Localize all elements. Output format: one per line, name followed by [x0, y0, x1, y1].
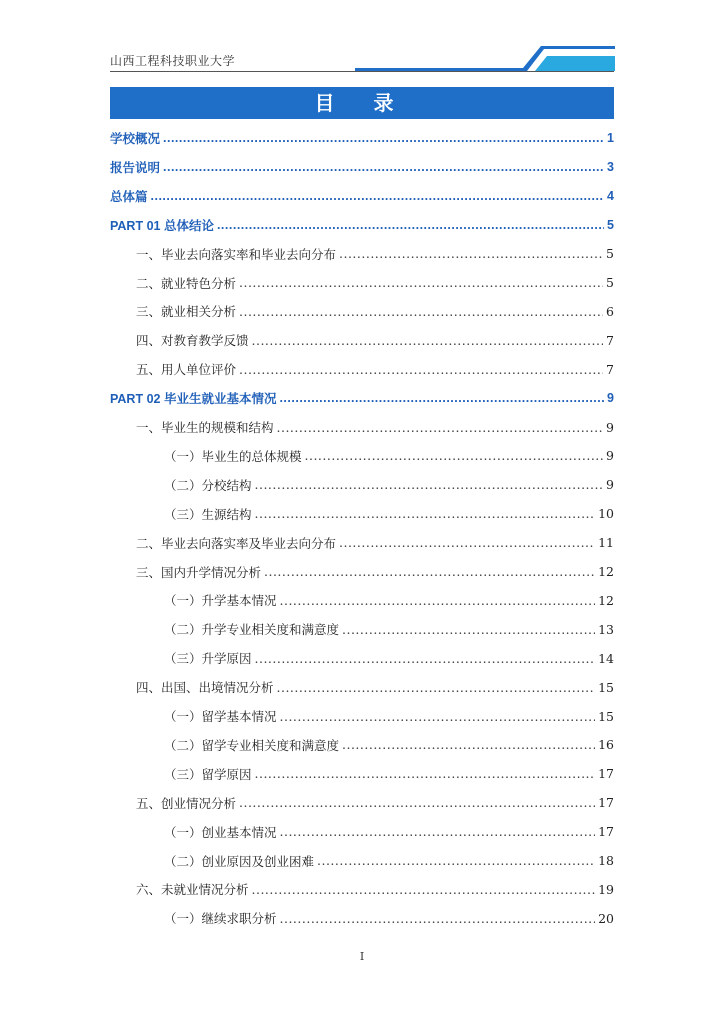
- toc-entry[interactable]: [110, 211, 614, 239]
- toc-entry[interactable]: [110, 760, 614, 788]
- toc-entry[interactable]: [110, 471, 614, 499]
- toc-entry[interactable]: [110, 731, 614, 759]
- toc-entry-label: 六、未就业情况分析: [136, 882, 249, 898]
- toc-entry-page: 15: [598, 679, 614, 695]
- toc-entry[interactable]: [110, 558, 614, 586]
- toc-entry[interactable]: [110, 673, 614, 701]
- toc-leader-dots: [342, 737, 595, 752]
- toc-leader-dots: [339, 246, 603, 261]
- toc-entry-label: 二、毕业去向落实率及毕业去向分布: [136, 535, 337, 551]
- header-deco-light: [535, 56, 615, 71]
- toc-entry-page: 11: [598, 535, 614, 551]
- page-number: I: [359, 950, 365, 963]
- toc-leader-dots: [252, 333, 604, 348]
- toc-leader-dots: [163, 160, 604, 174]
- toc-leader-dots: [280, 911, 596, 926]
- toc-entry[interactable]: [110, 644, 614, 672]
- toc-entry[interactable]: [110, 124, 614, 152]
- toc-entry-page: 5: [606, 246, 614, 262]
- toc-entry-page: 17: [598, 795, 614, 811]
- toc-entry-page: 6: [606, 303, 614, 319]
- toc-leader-dots: [264, 564, 595, 579]
- toc-entry-page: 16: [598, 737, 614, 753]
- toc-entry-label: 学校概况: [110, 132, 161, 146]
- toc-leader-dots: [339, 535, 595, 550]
- toc-entry-page: 3: [607, 159, 614, 174]
- toc-entry-label: （二）创业原因及创业困难: [164, 853, 315, 869]
- toc-entry-label: （一）毕业生的总体规模: [164, 448, 302, 464]
- toc-entry-page: 15: [598, 708, 614, 724]
- toc-entry[interactable]: [110, 384, 614, 412]
- toc-entry-page: 9: [606, 477, 614, 493]
- toc-entry-label: （二）分校结构: [164, 477, 252, 493]
- toc-leader-dots: [342, 622, 595, 637]
- toc-entry-label: PART 02 毕业生就业基本情况: [110, 392, 277, 407]
- toc-entry-page: 18: [598, 853, 614, 868]
- toc-entry[interactable]: [110, 269, 614, 297]
- toc-entry[interactable]: [110, 702, 614, 730]
- toc-entry-page: 9: [606, 419, 614, 435]
- toc-entry[interactable]: [110, 818, 614, 846]
- toc-entry-label: 一、毕业去向落实率和毕业去向分布: [136, 246, 337, 262]
- toc-leader-dots: [277, 420, 604, 435]
- toc-leader-dots: [277, 680, 596, 695]
- toc-entry[interactable]: [110, 615, 614, 643]
- toc-leader-dots: [252, 882, 596, 897]
- toc-entry-page: 14: [598, 650, 614, 666]
- toc-entry-label: 二、就业特色分析: [136, 275, 237, 291]
- toc-entry[interactable]: [110, 153, 614, 181]
- toc-entry-page: 4: [607, 188, 614, 203]
- toc-leader-dots: [255, 651, 596, 666]
- toc-entry-label: （一）创业基本情况: [164, 824, 277, 840]
- toc-entry-page: 12: [598, 592, 614, 608]
- toc-entry-page: 1: [607, 131, 614, 145]
- toc-entry-page: 5: [606, 275, 614, 290]
- toc-entry-label: 三、国内升学情况分析: [136, 564, 262, 580]
- toc-entry-label: （三）留学原因: [164, 766, 252, 782]
- toc-entry-label: 五、用人单位评价: [136, 362, 237, 378]
- toc-entry-label: 五、创业情况分析: [136, 795, 237, 811]
- toc-entry[interactable]: [110, 240, 614, 268]
- toc-leader-dots: [255, 766, 596, 781]
- header-decoration: [355, 44, 615, 74]
- header-rule: [110, 71, 614, 72]
- toc-title: 目 录: [110, 87, 614, 119]
- toc-entry-label: （三）升学原因: [164, 651, 252, 667]
- toc-entry-label: （一）继续求职分析: [164, 911, 277, 927]
- toc-entry[interactable]: [110, 442, 614, 470]
- toc-entry[interactable]: [110, 904, 614, 932]
- toc-leader-dots: [280, 709, 596, 724]
- toc-entry-label: 四、对教育教学反馈: [136, 333, 249, 349]
- toc-entry[interactable]: [110, 355, 614, 383]
- toc-entry-page: 12: [598, 564, 614, 579]
- toc-leader-dots: [239, 362, 603, 377]
- toc-entry[interactable]: [110, 875, 614, 903]
- toc-entry[interactable]: [110, 297, 614, 325]
- toc-entry-page: 20: [598, 910, 614, 926]
- toc-leader-dots: [217, 218, 604, 232]
- toc-entry-label: （二）升学专业相关度和满意度: [164, 622, 340, 638]
- toc-entry-page: 9: [606, 448, 614, 464]
- toc-entry[interactable]: [110, 413, 614, 441]
- toc-leader-dots: [305, 448, 604, 463]
- toc-entry[interactable]: [110, 586, 614, 614]
- toc-entry-label: （三）生源结构: [164, 506, 252, 522]
- toc-entry-label: 报告说明: [110, 160, 161, 175]
- toc-entry-label: PART 01 总体结论: [110, 218, 214, 233]
- toc-leader-dots: [255, 477, 604, 492]
- toc-leader-dots: [280, 593, 596, 608]
- toc-leader-dots: [163, 131, 604, 145]
- toc-entry[interactable]: [110, 182, 614, 210]
- toc-entry-label: 总体篇: [110, 189, 148, 204]
- toc-entry-label: 四、出国、出境情况分析: [136, 680, 274, 696]
- toc-entry[interactable]: [110, 529, 614, 557]
- toc-entry[interactable]: [110, 789, 614, 817]
- toc-entry[interactable]: [110, 326, 614, 354]
- toc-entry-label: （一）留学基本情况: [164, 709, 277, 724]
- header-institution: 山西工程科技职业大学: [110, 54, 236, 68]
- toc-entry-page: 10: [598, 506, 614, 522]
- toc-entry[interactable]: [110, 500, 614, 528]
- toc-entry-page: 13: [598, 621, 614, 637]
- toc-entry-label: （一）升学基本情况: [164, 593, 277, 609]
- toc-entry-page: 19: [598, 881, 614, 897]
- toc-entry-label: 一、毕业生的规模和结构: [136, 420, 274, 435]
- toc-leader-dots: [239, 795, 595, 810]
- toc-leader-dots: [255, 506, 596, 521]
- toc-leader-dots: [239, 304, 603, 319]
- toc-entry-page: 9: [607, 391, 614, 406]
- toc-leader-dots: [279, 391, 604, 405]
- toc-entry-page: 17: [598, 824, 614, 840]
- toc-entry-page: 7: [606, 361, 614, 377]
- toc-leader-dots: [239, 275, 603, 290]
- toc-leader-dots: [151, 189, 605, 203]
- toc-leader-dots: [317, 853, 595, 868]
- toc-entry-label: （二）留学专业相关度和满意度: [164, 737, 340, 753]
- toc-entry-label: 三、就业相关分析: [136, 304, 237, 320]
- toc-leader-dots: [280, 824, 596, 839]
- toc-entry-page: 5: [607, 217, 614, 232]
- toc-entry-page: 17: [598, 766, 614, 782]
- toc-entry-page: 7: [606, 332, 614, 348]
- toc-entry[interactable]: [110, 847, 614, 875]
